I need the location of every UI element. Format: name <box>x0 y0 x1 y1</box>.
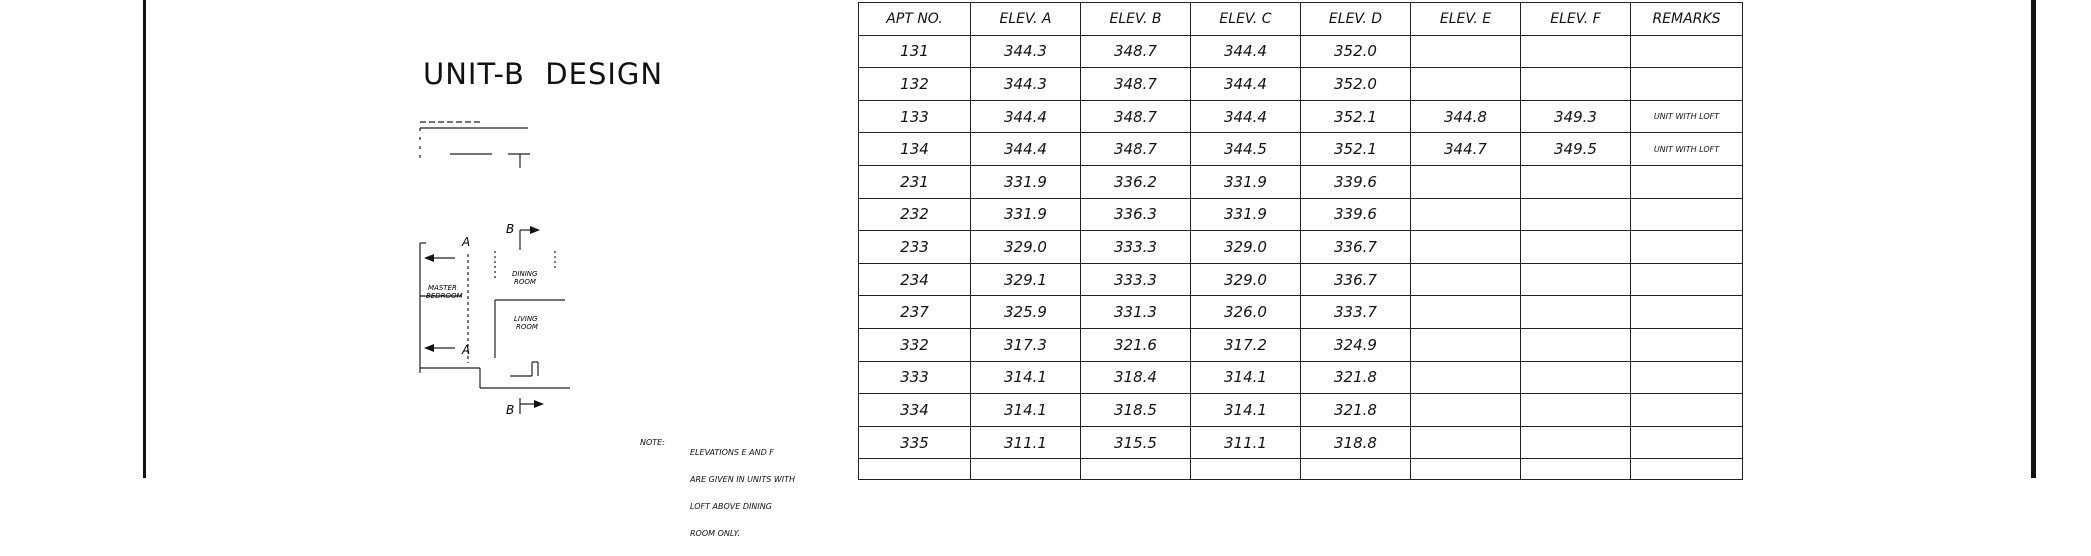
table-cell <box>1411 198 1521 231</box>
table-cell: 329.0 <box>1191 263 1301 296</box>
table-cell: 348.7 <box>1081 35 1191 68</box>
table-body <box>859 35 1743 480</box>
table-cell: 344.3 <box>971 35 1081 68</box>
table-row <box>859 68 1743 101</box>
room-label: DINING <box>512 270 538 278</box>
table-cell: 344.4 <box>971 133 1081 166</box>
table-row <box>859 231 1743 264</box>
table-cell: 132 <box>859 68 971 101</box>
table-cell: 331.3 <box>1081 296 1191 329</box>
column-header: ELEV. C <box>1191 3 1301 36</box>
column-header: APT NO. <box>859 3 971 36</box>
table-row <box>859 426 1743 459</box>
table-cell <box>1411 231 1521 264</box>
table-cell <box>1411 68 1521 101</box>
table-cell <box>1191 459 1301 480</box>
note-line: ELEVATIONS E AND F <box>690 448 774 457</box>
table-cell: 233 <box>859 231 971 264</box>
table-cell: 314.1 <box>1191 361 1301 394</box>
table-cell: 336.3 <box>1081 198 1191 231</box>
table-cell <box>1521 459 1631 480</box>
table-cell: 352.1 <box>1301 133 1411 166</box>
remarks-cell: UNIT WITH LOFT <box>1631 133 1743 166</box>
sheet-border-left <box>143 0 146 478</box>
column-header: ELEV. D <box>1301 3 1411 36</box>
table-cell <box>1411 361 1521 394</box>
table-cell <box>1521 296 1631 329</box>
table-cell: 234 <box>859 263 971 296</box>
table-cell: 344.4 <box>1191 35 1301 68</box>
column-header: ELEV. F <box>1521 3 1631 36</box>
table-cell <box>1411 328 1521 361</box>
table-row <box>859 165 1743 198</box>
table-cell <box>1521 328 1631 361</box>
note-line: ARE GIVEN IN UNITS WITH <box>690 475 796 484</box>
remarks-cell <box>1631 296 1743 329</box>
table-cell: 334 <box>859 394 971 427</box>
table-row <box>859 133 1743 166</box>
remarks-cell <box>1631 198 1743 231</box>
remarks-cell: UNIT WITH LOFT <box>1631 100 1743 133</box>
table-cell <box>1521 361 1631 394</box>
table-cell: 344.3 <box>971 68 1081 101</box>
table-cell: 344.7 <box>1411 133 1521 166</box>
table-row <box>859 328 1743 361</box>
note-body <box>690 430 795 556</box>
drawing-title: UNIT-B DESIGN <box>423 57 664 91</box>
table-cell: 333.3 <box>1081 231 1191 264</box>
table-cell: 237 <box>859 296 971 329</box>
table-cell: 131 <box>859 35 971 68</box>
table-cell: 339.6 <box>1301 198 1411 231</box>
table-cell: 315.5 <box>1081 426 1191 459</box>
table-cell: 336.7 <box>1301 263 1411 296</box>
table-cell: 318.5 <box>1081 394 1191 427</box>
room-label: LIVING <box>514 315 538 323</box>
remarks-cell <box>1631 394 1743 427</box>
table-cell: 331.9 <box>971 165 1081 198</box>
table-cell <box>1521 426 1631 459</box>
table-cell <box>1521 165 1631 198</box>
room-label: ROOM <box>514 278 536 286</box>
remarks-cell <box>1631 165 1743 198</box>
table-cell <box>1521 231 1631 264</box>
table-cell: 344.4 <box>1191 68 1301 101</box>
table-cell: 317.2 <box>1191 328 1301 361</box>
table-cell: 339.6 <box>1301 165 1411 198</box>
table-cell <box>1081 459 1191 480</box>
table-cell: 324.9 <box>1301 328 1411 361</box>
remarks-cell <box>1631 263 1743 296</box>
table-cell: 352.0 <box>1301 35 1411 68</box>
elevation-table <box>858 2 1743 480</box>
table-cell: 321.6 <box>1081 328 1191 361</box>
table-row <box>859 35 1743 68</box>
table-cell: 318.4 <box>1081 361 1191 394</box>
table-cell <box>1301 459 1411 480</box>
table-cell: 318.8 <box>1301 426 1411 459</box>
table-cell: 349.3 <box>1521 100 1631 133</box>
table-cell: 314.1 <box>971 394 1081 427</box>
remarks-cell <box>1631 35 1743 68</box>
table-cell: 329.0 <box>971 231 1081 264</box>
table-cell <box>1411 296 1521 329</box>
table-cell: 336.7 <box>1301 231 1411 264</box>
table-cell <box>1521 35 1631 68</box>
table-cell <box>1411 165 1521 198</box>
section-a-bottom-label: A <box>462 343 471 357</box>
table-cell: 344.5 <box>1191 133 1301 166</box>
table-row <box>859 361 1743 394</box>
table-cell: 331.9 <box>971 198 1081 231</box>
table-cell: 321.8 <box>1301 394 1411 427</box>
table-cell <box>1411 394 1521 427</box>
table-cell <box>971 459 1081 480</box>
table-cell: 311.1 <box>1191 426 1301 459</box>
room-label: MASTER <box>428 284 457 292</box>
table-row <box>859 296 1743 329</box>
table-cell <box>1521 394 1631 427</box>
table-row <box>859 263 1743 296</box>
table-cell: 352.1 <box>1301 100 1411 133</box>
table-cell: 134 <box>859 133 971 166</box>
room-label: BEDROOM <box>426 292 463 300</box>
column-header: ELEV. A <box>971 3 1081 36</box>
table-cell <box>1411 35 1521 68</box>
column-header: REMARKS <box>1631 3 1743 36</box>
table-cell: 331.9 <box>1191 198 1301 231</box>
table-cell: 333 <box>859 361 971 394</box>
table-cell <box>1521 198 1631 231</box>
remarks-cell <box>1631 459 1743 480</box>
table-cell: 332 <box>859 328 971 361</box>
table-cell: 349.5 <box>1521 133 1631 166</box>
column-header: ELEV. B <box>1081 3 1191 36</box>
table-cell: 336.2 <box>1081 165 1191 198</box>
sheet-border-right <box>2031 0 2036 478</box>
remarks-cell <box>1631 426 1743 459</box>
table-cell: 344.8 <box>1411 100 1521 133</box>
note-line: LOFT ABOVE DINING <box>690 502 772 511</box>
table-cell: 329.1 <box>971 263 1081 296</box>
table-cell: 331.9 <box>1191 165 1301 198</box>
table-cell: 348.7 <box>1081 68 1191 101</box>
table-cell: 314.1 <box>971 361 1081 394</box>
table-row <box>859 394 1743 427</box>
table-cell: 344.4 <box>1191 100 1301 133</box>
remarks-cell <box>1631 68 1743 101</box>
table-cell: 333.3 <box>1081 263 1191 296</box>
table-cell: 325.9 <box>971 296 1081 329</box>
table-cell: 335 <box>859 426 971 459</box>
table-cell: 133 <box>859 100 971 133</box>
table-cell <box>1521 68 1631 101</box>
remarks-cell <box>1631 328 1743 361</box>
room-label: ROOM <box>516 323 538 331</box>
note-line: ROOM ONLY. <box>690 529 740 538</box>
table-cell: 314.1 <box>1191 394 1301 427</box>
table-cell: 311.1 <box>971 426 1081 459</box>
column-header: ELEV. E <box>1411 3 1521 36</box>
section-b-top-label: B <box>506 222 515 236</box>
table-cell: 348.7 <box>1081 100 1191 133</box>
table-cell: 232 <box>859 198 971 231</box>
note-label: NOTE: <box>640 438 665 447</box>
table-cell: 344.4 <box>971 100 1081 133</box>
table-cell: 326.0 <box>1191 296 1301 329</box>
table-cell: 317.3 <box>971 328 1081 361</box>
section-b-bottom-label: B <box>506 403 515 417</box>
table-cell <box>1411 263 1521 296</box>
table-cell: 321.8 <box>1301 361 1411 394</box>
table-row <box>859 100 1743 133</box>
table-cell: 333.7 <box>1301 296 1411 329</box>
table-cell: 348.7 <box>1081 133 1191 166</box>
table-cell: 329.0 <box>1191 231 1301 264</box>
table-cell <box>1411 426 1521 459</box>
remarks-cell <box>1631 231 1743 264</box>
table-cell <box>1411 459 1521 480</box>
unit-floor-plan <box>420 118 620 418</box>
table-row <box>859 198 1743 231</box>
table-header-row <box>859 3 1743 36</box>
table-cell <box>859 459 971 480</box>
table-cell <box>1521 263 1631 296</box>
remarks-cell <box>1631 361 1743 394</box>
table-row <box>859 459 1743 480</box>
table-cell: 231 <box>859 165 971 198</box>
table-cell: 352.0 <box>1301 68 1411 101</box>
section-a-top-label: A <box>462 235 471 249</box>
